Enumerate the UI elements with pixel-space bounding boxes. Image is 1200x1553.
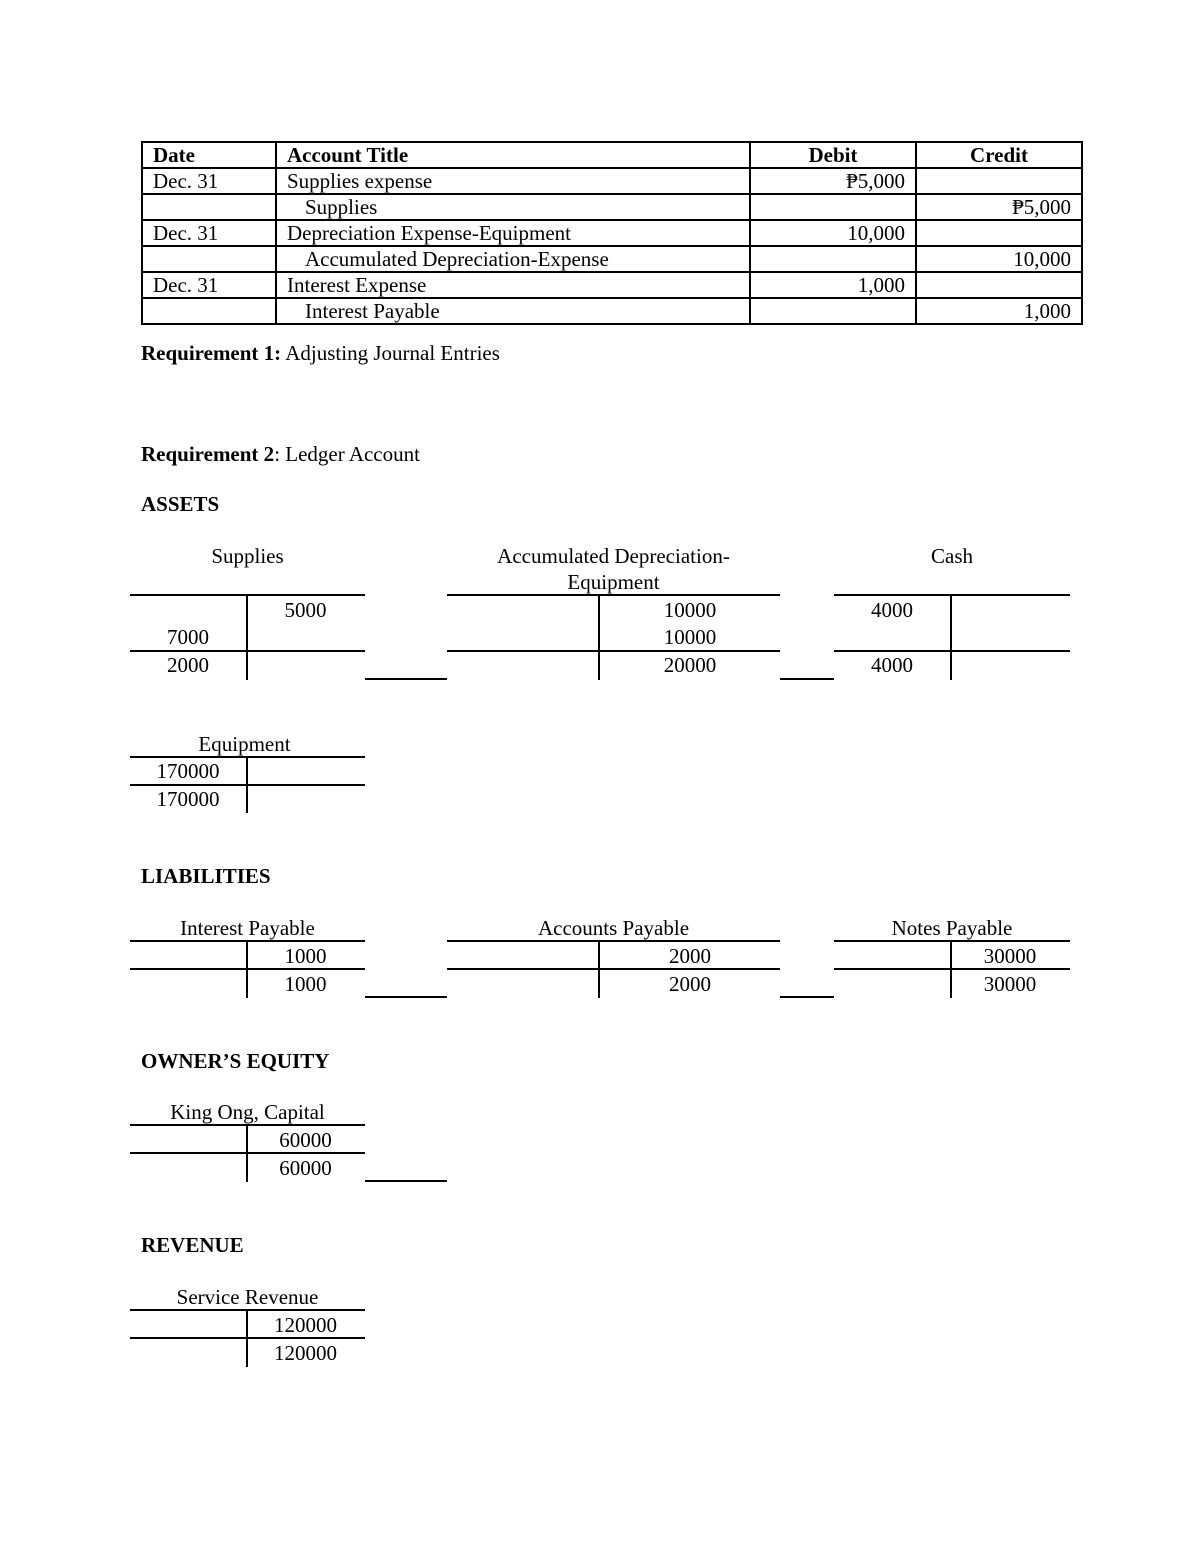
- debit-balance: 170000: [156, 787, 220, 811]
- requirement-2-label: Requirement 2: [141, 442, 275, 466]
- row-account: Accumulated Depreciation-Expense: [276, 246, 750, 272]
- row-debit: 10,000: [750, 220, 916, 246]
- t-account-title: Equipment: [198, 732, 291, 756]
- journal-row: [142, 194, 1082, 220]
- credit-balance: 60000: [279, 1156, 332, 1180]
- row-debit: 1,000: [750, 272, 916, 298]
- row-debit: [750, 246, 916, 272]
- t-account-title-line1: Accumulated Depreciation-: [497, 544, 730, 568]
- separator-rule: [780, 996, 834, 998]
- credit-entry: 10000: [663, 598, 717, 622]
- row-debit: ₱5,000: [750, 168, 916, 194]
- debit-balance: 2000: [167, 653, 209, 677]
- row-account: Supplies: [276, 194, 750, 220]
- row-account: Interest Expense: [276, 272, 750, 298]
- journal-row: [142, 220, 1082, 246]
- section-liabilities: LIABILITIES: [141, 864, 271, 888]
- requirement-1: [141, 340, 500, 366]
- credit-balance: 20000: [663, 653, 717, 677]
- credit-entry: 60000: [279, 1128, 332, 1152]
- debit-entry: 7000: [167, 625, 209, 649]
- row-credit: 1,000: [916, 298, 1082, 324]
- row-date: [142, 246, 276, 272]
- journal-header-row: [142, 142, 1082, 168]
- credit-balance: 1000: [284, 972, 327, 996]
- journal-row: [142, 272, 1082, 298]
- requirement-2: [141, 441, 420, 467]
- credit-entry: 120000: [274, 1313, 337, 1337]
- t-account-title: Accounts Payable: [537, 916, 690, 940]
- row-date: [142, 298, 276, 324]
- separator-rule: [780, 678, 834, 680]
- credit-entry: 5000: [284, 598, 327, 622]
- separator-rule: [365, 996, 447, 998]
- separator-rule: [365, 1180, 447, 1182]
- journal-table: [141, 141, 1083, 325]
- separator-rule: [365, 678, 447, 680]
- journal-row: [142, 298, 1082, 324]
- journal-row: [142, 168, 1082, 194]
- debit-entry: 4000: [871, 598, 913, 622]
- row-date: Dec. 31: [142, 272, 276, 298]
- credit-balance: 120000: [274, 1341, 337, 1365]
- row-credit: [916, 272, 1082, 298]
- credit-entry: 1000: [284, 944, 327, 968]
- t-top-rule: [834, 940, 1070, 942]
- row-credit: [916, 168, 1082, 194]
- row-account: Interest Payable: [276, 298, 750, 324]
- t-account-title: Interest Payable: [180, 916, 315, 940]
- header-account-title: Account Title: [276, 142, 750, 168]
- section-owners-equity: OWNER’S EQUITY: [141, 1049, 330, 1073]
- credit-balance: 30000: [983, 972, 1037, 996]
- t-account-title: Service Revenue: [176, 1285, 319, 1309]
- debit-entry: 170000: [156, 759, 220, 783]
- row-debit: [750, 194, 916, 220]
- header-credit: Credit: [916, 142, 1082, 168]
- t-account-title-line2: Equipment: [567, 570, 660, 594]
- journal-row: [142, 246, 1082, 272]
- row-credit: 10,000: [916, 246, 1082, 272]
- section-revenue: REVENUE: [141, 1233, 244, 1257]
- debit-balance: 4000: [871, 653, 913, 677]
- t-top-rule: [447, 940, 780, 942]
- row-credit: [916, 220, 1082, 246]
- credit-entry: 2000: [669, 944, 711, 968]
- credit-entry: 10000: [663, 625, 717, 649]
- row-date: Dec. 31: [142, 168, 276, 194]
- section-assets: ASSETS: [141, 492, 220, 516]
- row-account: Depreciation Expense-Equipment: [276, 220, 750, 246]
- t-top-rule: [834, 594, 1070, 596]
- requirement-1-text: Adjusting Journal Entries: [281, 341, 500, 365]
- row-credit: ₱5,000: [916, 194, 1082, 220]
- row-account: Supplies expense: [276, 168, 750, 194]
- row-date: Dec. 31: [142, 220, 276, 246]
- t-top-rule: [447, 594, 780, 596]
- requirement-2-text: : Ledger Account: [274, 442, 420, 466]
- header-debit: Debit: [750, 142, 916, 168]
- t-account-title: Cash: [931, 544, 973, 568]
- row-debit: [750, 298, 916, 324]
- row-date: [142, 194, 276, 220]
- t-account-title: Notes Payable: [891, 916, 1013, 940]
- credit-balance: 2000: [669, 972, 711, 996]
- header-date: Date: [142, 142, 276, 168]
- t-account-title: Supplies: [211, 544, 284, 568]
- t-account-title: King Ong, Capital: [170, 1100, 325, 1124]
- t-divider: [950, 596, 952, 680]
- credit-entry: 30000: [983, 944, 1037, 968]
- requirement-1-label: Requirement 1:: [141, 341, 282, 365]
